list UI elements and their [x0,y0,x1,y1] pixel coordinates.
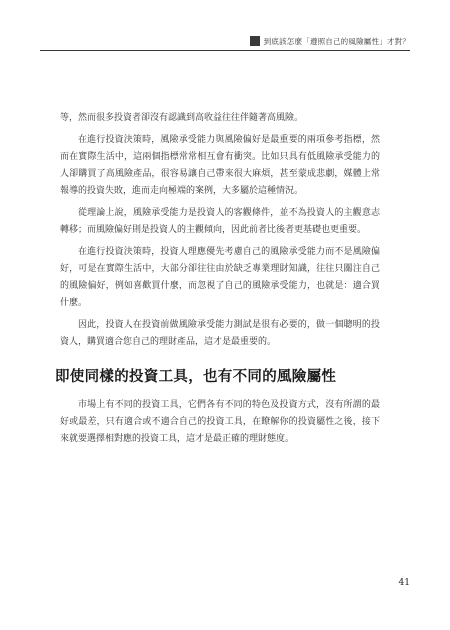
paragraph: 市場上有不同的投資工具，它們各有不同的特色及投資方式，沒有所謂的最好或最差，只有適合或不適合自己的投資工具，在瞭解你的投資屬性之後，接下來就要選擇相對應的投資工具，這才是最正確的理財態度。 [60,400,380,444]
header-title: 到底該怎麼「遵照自己的風險屬性」才對？ [263,36,410,46]
section-title: 即使同樣的投資工具，也有不同的風險屬性 [55,369,337,385]
paragraph: 在進行投資決策時，投資人理應優先考慮自己的風險承受能力而不是風險偏好，可是在實際生活中，大部分卻往往由於缺乏專業理財知識，往往只關注自己的風險偏好，例如喜歡買什麼，而忽視了自己的風險承受能力，也就是：適合買什麼。 [60,247,380,308]
body-text [55,110,380,453]
running-header [250,34,410,48]
paragraph: 等，然而很多投資者卻沒有認識到高收益往往伴隨著高風險。 [60,113,304,123]
book-icon [250,36,260,46]
paragraph: 從理論上說，風險承受能力是投資人的客觀條件，並不為投資人的主觀意志轉移；而風險偏好則是投資人的主觀傾向，因此前者比後者更基礎也更重要。 [60,208,380,235]
header-rule [40,50,410,51]
paragraph: 在進行投資決策時，風險承受能力與風險偏好是最重要的兩項參考指標，然而在實際生活中，這兩個指標常常相互會有衝突。比如只具有低風險承受能力的人卻購買了高風險產品，很容易讓自己帶來很大麻煩，甚至蒙成悲劇，媒體上常報導的投資失敗，進而走向極端的案例，大多屬於這種情況。 [60,135,380,196]
page-number: 41 [398,578,410,588]
paragraph: 因此，投資人在投資前做風險承受能力測試是很有必要的，做一個聰明的投資人，購買適合您自己的理財產品，這才是最重要的。 [60,320,380,347]
